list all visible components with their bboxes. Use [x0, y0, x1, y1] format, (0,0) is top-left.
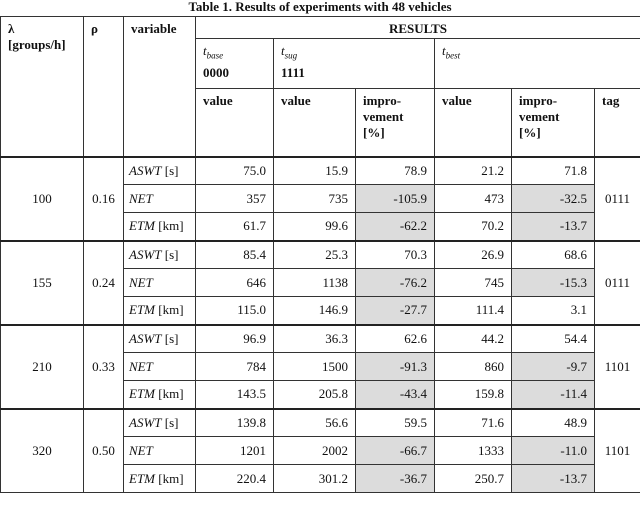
- variable-name: ETM: [129, 470, 155, 486]
- variable-name: ASWT: [129, 162, 162, 178]
- best-improvement-cell: 54.4: [512, 325, 595, 353]
- best-value-cell: 745: [435, 269, 512, 297]
- best-value-cell: 21.2: [435, 157, 512, 185]
- sug-improvement-cell: -62.2: [356, 213, 435, 241]
- best-value-cell: 860: [435, 353, 512, 381]
- variable-name: ASWT: [129, 330, 162, 346]
- variable-unit: [s]: [164, 246, 179, 262]
- variable-cell: [124, 325, 196, 353]
- sug-value-cell: 1500: [274, 353, 356, 381]
- variable-name: ASWT: [129, 246, 162, 262]
- base-value-cell: 85.4: [196, 241, 274, 269]
- t-base-symbol: t: [203, 43, 207, 58]
- t-base-subscript: base: [206, 50, 224, 61]
- lambda-unit: [groups/h]: [8, 37, 66, 52]
- variable-name: ETM: [129, 218, 155, 234]
- lambda-header: [1, 17, 84, 157]
- variable-name: NET: [129, 274, 153, 290]
- tag-cell: 0111: [595, 157, 640, 241]
- variable-unit: [km]: [158, 470, 184, 486]
- value-header-best: value: [435, 89, 512, 157]
- variable-cell: [124, 409, 196, 437]
- variable-cell: [124, 437, 196, 465]
- t-sug-subscript: sug: [284, 50, 298, 61]
- table-row: [1, 409, 640, 437]
- variable-unit: [km]: [158, 302, 184, 318]
- best-improvement-cell: -9.7: [512, 353, 595, 381]
- base-value-cell: 646: [196, 269, 274, 297]
- t-best-header: [435, 39, 640, 89]
- variable-cell: [124, 353, 196, 381]
- sug-improvement-cell: -66.7: [356, 437, 435, 465]
- variable-name: ETM: [129, 302, 155, 318]
- best-improvement-cell: 71.8: [512, 157, 595, 185]
- best-value-cell: 71.6: [435, 409, 512, 437]
- tag-cell: 1101: [595, 409, 640, 493]
- sug-improvement-cell: -91.3: [356, 353, 435, 381]
- base-value-cell: 96.9: [196, 325, 274, 353]
- rho-header: ρ: [84, 17, 124, 157]
- variable-cell: [124, 269, 196, 297]
- sug-improvement-cell: 70.3: [356, 241, 435, 269]
- sug-improvement-cell: -76.2: [356, 269, 435, 297]
- sug-value-cell: 146.9: [274, 297, 356, 325]
- rho-cell: 0.33: [84, 325, 124, 409]
- base-value-cell: 75.0: [196, 157, 274, 185]
- lambda-cell: 100: [1, 157, 84, 241]
- sug-improvement-cell: -27.7: [356, 297, 435, 325]
- sug-value-cell: 36.3: [274, 325, 356, 353]
- base-value-cell: 357: [196, 185, 274, 213]
- rho-cell: 0.24: [84, 241, 124, 325]
- t-base-code: 0000: [203, 64, 229, 80]
- variable-name: NET: [129, 358, 153, 374]
- tag-cell: 1101: [595, 325, 640, 409]
- base-value-cell: 220.4: [196, 465, 274, 493]
- rho-cell: 0.50: [84, 409, 124, 493]
- base-value-cell: 139.8: [196, 409, 274, 437]
- variable-cell: [124, 157, 196, 185]
- sug-improvement-cell: -36.7: [356, 465, 435, 493]
- table-row: [1, 157, 640, 185]
- t-sug-symbol: t: [281, 43, 285, 58]
- sug-value-cell: 99.6: [274, 213, 356, 241]
- table-row: [1, 241, 640, 269]
- variable-cell: [124, 241, 196, 269]
- best-value-cell: 473: [435, 185, 512, 213]
- variable-cell: [124, 465, 196, 493]
- improvement-header-best: impro- vement [%]: [512, 89, 595, 157]
- variable-cell: [124, 297, 196, 325]
- tag-header: tag: [595, 89, 640, 157]
- base-value-cell: 115.0: [196, 297, 274, 325]
- sug-improvement-cell: 59.5: [356, 409, 435, 437]
- best-improvement-cell: -11.0: [512, 437, 595, 465]
- sug-value-cell: 15.9: [274, 157, 356, 185]
- sug-value-cell: 25.3: [274, 241, 356, 269]
- best-improvement-cell: -15.3: [512, 269, 595, 297]
- rho-cell: 0.16: [84, 157, 124, 241]
- table-row: [1, 325, 640, 353]
- sug-value-cell: 735: [274, 185, 356, 213]
- best-value-cell: 159.8: [435, 381, 512, 409]
- t-sug-header: [274, 39, 435, 89]
- base-value-cell: 143.5: [196, 381, 274, 409]
- sug-value-cell: 1138: [274, 269, 356, 297]
- sug-improvement-cell: -43.4: [356, 381, 435, 409]
- lambda-cell: 210: [1, 325, 84, 409]
- variable-unit: [km]: [158, 218, 184, 234]
- variable-name: NET: [129, 442, 153, 458]
- best-improvement-cell: -13.7: [512, 213, 595, 241]
- best-value-cell: 44.2: [435, 325, 512, 353]
- best-value-cell: 70.2: [435, 213, 512, 241]
- variable-unit: [s]: [164, 414, 179, 430]
- best-value-cell: 1333: [435, 437, 512, 465]
- sug-value-cell: 2002: [274, 437, 356, 465]
- lambda-symbol: λ: [8, 21, 15, 36]
- best-value-cell: 26.9: [435, 241, 512, 269]
- best-value-cell: 111.4: [435, 297, 512, 325]
- sug-improvement-cell: -105.9: [356, 185, 435, 213]
- variable-name: NET: [129, 190, 153, 206]
- best-improvement-cell: -32.5: [512, 185, 595, 213]
- best-improvement-cell: -13.7: [512, 465, 595, 493]
- t-best-symbol: t: [442, 43, 446, 58]
- sug-improvement-cell: 78.9: [356, 157, 435, 185]
- lambda-cell: 320: [1, 409, 84, 493]
- value-header-sug: value: [274, 89, 356, 157]
- base-value-cell: 61.7: [196, 213, 274, 241]
- variable-unit: [km]: [158, 386, 184, 402]
- lambda-cell: 155: [1, 241, 84, 325]
- variable-unit: [s]: [164, 162, 179, 178]
- variable-cell: [124, 381, 196, 409]
- base-value-cell: 784: [196, 353, 274, 381]
- variable-name: ETM: [129, 386, 155, 402]
- value-header-base: value: [196, 89, 274, 157]
- t-base-header: [196, 39, 274, 89]
- best-improvement-cell: 48.9: [512, 409, 595, 437]
- table-caption: Table 1. Results of experiments with 48 vehicles: [188, 0, 452, 14]
- base-value-cell: 1201: [196, 437, 274, 465]
- variable-unit: [s]: [164, 330, 179, 346]
- best-improvement-cell: -11.4: [512, 381, 595, 409]
- sug-improvement-cell: 62.6: [356, 325, 435, 353]
- results-header: RESULTS: [196, 17, 640, 39]
- variable-cell: [124, 185, 196, 213]
- best-improvement-cell: 68.6: [512, 241, 595, 269]
- variable-name: ASWT: [129, 414, 162, 430]
- t-sug-code: 1111: [281, 64, 305, 80]
- variable-header: variable: [124, 17, 196, 157]
- variable-cell: [124, 213, 196, 241]
- results-table: [0, 16, 640, 493]
- best-value-cell: 250.7: [435, 465, 512, 493]
- tag-cell: 0111: [595, 241, 640, 325]
- t-best-subscript: best: [445, 50, 461, 61]
- sug-value-cell: 56.6: [274, 409, 356, 437]
- improvement-header-sug: impro- vement [%]: [356, 89, 435, 157]
- sug-value-cell: 205.8: [274, 381, 356, 409]
- best-improvement-cell: 3.1: [512, 297, 595, 325]
- sug-value-cell: 301.2: [274, 465, 356, 493]
